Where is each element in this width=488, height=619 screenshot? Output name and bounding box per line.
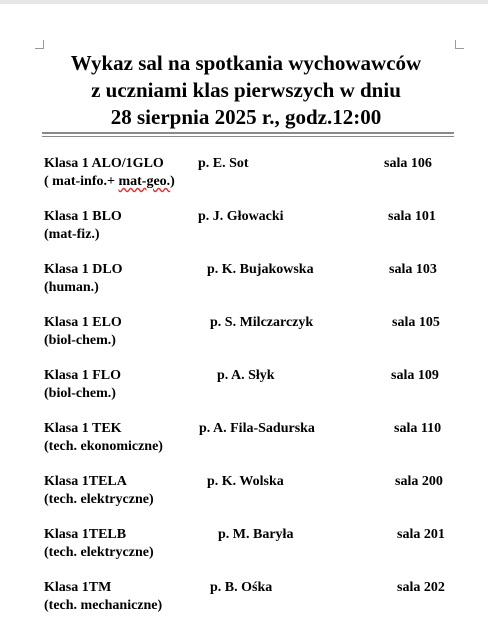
room-number: sala 101 (388, 209, 436, 224)
teacher-name: p. K. Bujakowska (207, 262, 314, 277)
class-row (0, 473, 488, 513)
class-row (0, 155, 488, 195)
class-name: Klasa 1 FLO (44, 368, 122, 383)
room-number: sala 105 (392, 315, 440, 330)
class-profile: (tech. ekonomiczne) (44, 439, 163, 454)
room-number: sala 201 (397, 527, 445, 542)
class-profile: (tech. mechaniczne) (44, 598, 163, 613)
class-profile-suffix: ) (170, 174, 175, 189)
class-row (0, 261, 488, 301)
title-line-3: 28 sierpnia 2025 r., godz.12:00 (110, 105, 382, 129)
class-name: Klasa 1 DLO (44, 262, 123, 277)
teacher-name: p. A. Słyk (217, 368, 275, 383)
class-row (0, 420, 488, 460)
class-name: Klasa 1 TEK (44, 421, 122, 436)
room-number: sala 106 (384, 156, 432, 171)
crop-mark-top-right (455, 40, 464, 49)
class-profile: (human.) (44, 280, 99, 295)
title-underline-rule (42, 132, 454, 137)
room-number: sala 110 (394, 421, 442, 436)
class-row (0, 579, 488, 619)
class-profile: (mat-fiz.) (44, 227, 100, 242)
room-number: sala 109 (391, 368, 439, 383)
class-row (0, 367, 488, 407)
top-toolbar-strip (0, 0, 488, 4)
teacher-name: p. B. Ośka (210, 580, 273, 595)
class-profile: (biol-chem.) (44, 333, 116, 348)
spellcheck-marked-word: mat-geo. (118, 174, 171, 189)
teacher-name: p. M. Baryła (218, 527, 294, 542)
class-name: Klasa 1 ELO (44, 315, 122, 330)
class-name: Klasa 1TELB (44, 527, 127, 542)
teacher-name: p. J. Głowacki (198, 209, 284, 224)
room-number: sala 200 (395, 474, 443, 489)
room-number: sala 103 (389, 262, 437, 277)
class-name: Klasa 1TELA (44, 474, 127, 489)
teacher-name: p. S. Milczarczyk (210, 315, 314, 330)
teacher-name: p. A. Fila-Sadurska (199, 421, 315, 436)
title-line-1: Wykaz sal na spotkania wychowawców (70, 51, 422, 75)
teacher-name: p. K. Wolska (207, 474, 284, 489)
class-profile: (tech. elektryczne) (44, 545, 154, 560)
document-title (40, 50, 452, 131)
class-name: Klasa 1 ALO/1GLO (44, 156, 164, 171)
class-profile (44, 173, 175, 191)
class-row (0, 208, 488, 248)
class-name: Klasa 1TM (44, 580, 112, 595)
teacher-name: p. E. Sot (198, 156, 249, 171)
class-row (0, 314, 488, 354)
class-name: Klasa 1 BLO (44, 209, 122, 224)
class-profile-prefix: ( mat-info.+ (44, 174, 119, 189)
class-profile: (tech. elektryczne) (44, 492, 154, 507)
room-number: sala 202 (397, 580, 445, 595)
class-row (0, 526, 488, 566)
title-line-2: z uczniami klas pierwszych w dniu (91, 78, 401, 102)
crop-mark-top-left (35, 40, 44, 49)
class-profile: (biol-chem.) (44, 386, 116, 401)
